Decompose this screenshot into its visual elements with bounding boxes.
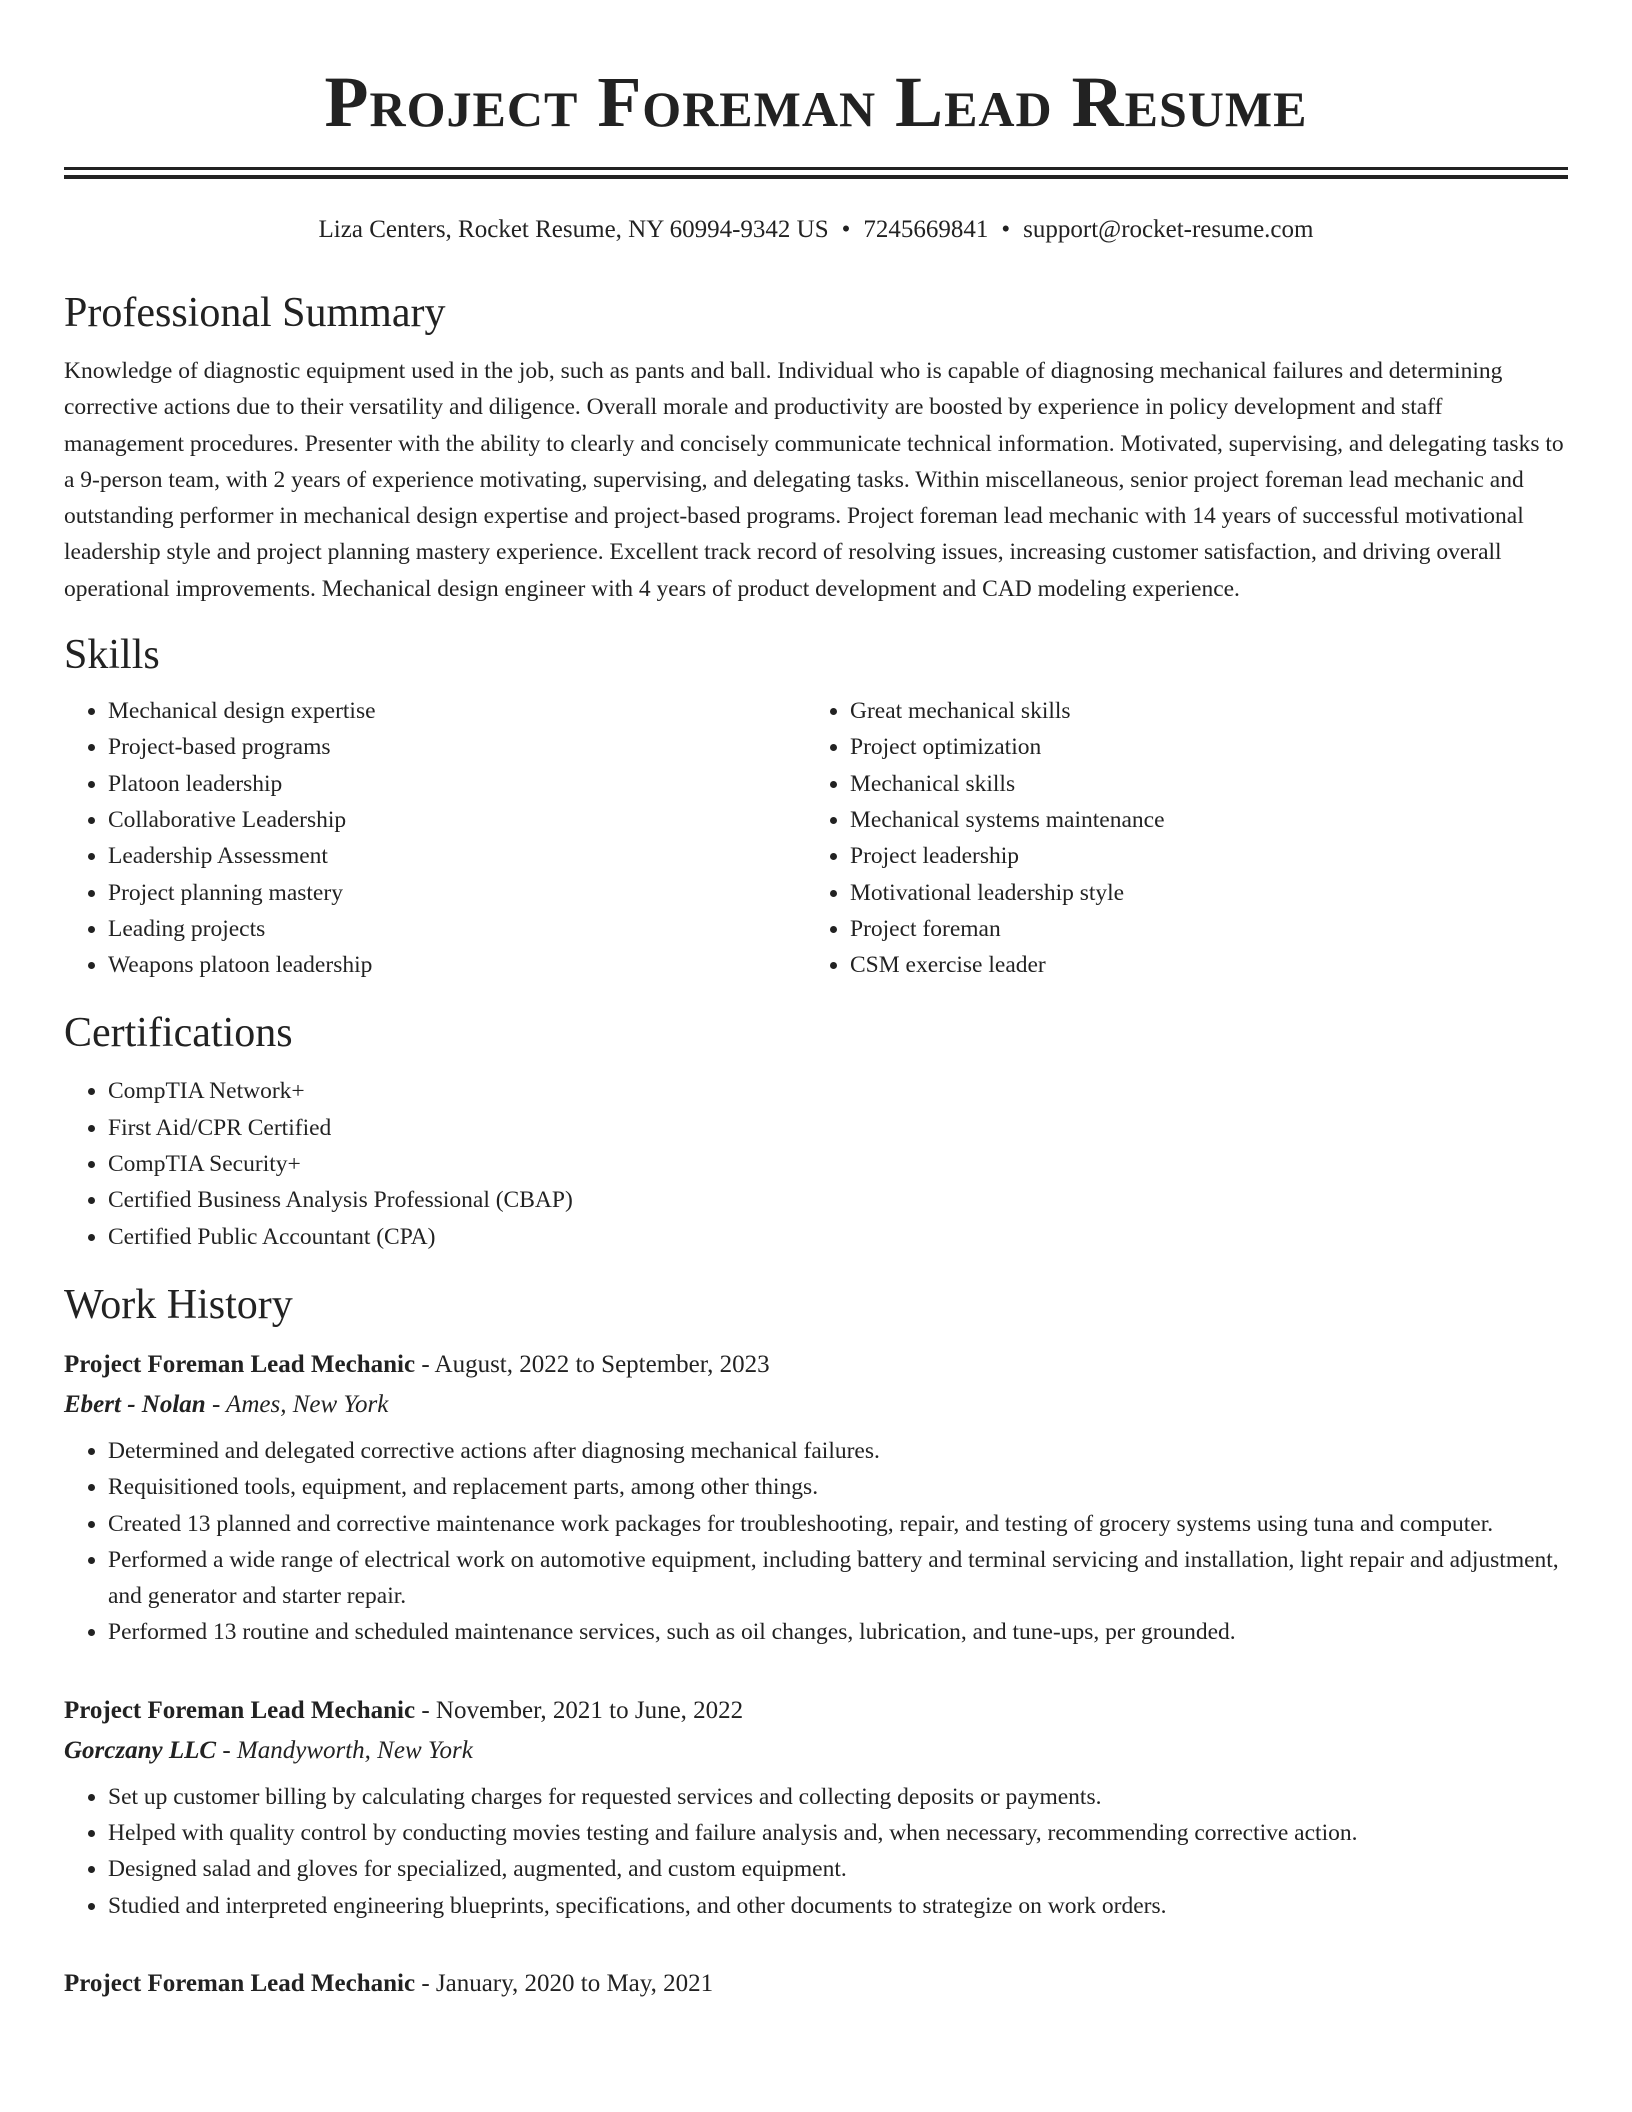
job-bullet: • Performed a wide range of electrical work on automotive equipment, including battery and terminal servicing and installation, light repair and adjustment, and generator and starter repair.: [108, 1542, 1568, 1615]
job-location: - Mandyworth, New York: [216, 1736, 473, 1764]
job-dates: - November, 2021 to June, 2022: [415, 1696, 744, 1724]
certification-item: • Certified Public Accountant (CPA): [108, 1219, 1568, 1255]
job-title: Project Foreman Lead Mechanic: [64, 1350, 416, 1378]
title-divider-bottom: [64, 175, 1568, 179]
skill-item: • Leading projects: [108, 911, 806, 947]
skill-item: • Weapons platoon leadership: [108, 947, 806, 983]
job-entry: [64, 1691, 1568, 1924]
skills-column-right: [806, 693, 1548, 983]
job-bullet: • Requisitioned tools, equipment, and replacement parts, among other things.: [108, 1469, 1568, 1505]
skill-item: • CSM exercise leader: [850, 947, 1548, 983]
section-heading-skills: Skills: [64, 632, 160, 679]
job-bullet: • Performed 13 routine and scheduled maintenance services, such as oil changes, lubrication, and tune-ups, per grounded.: [108, 1614, 1568, 1650]
contact-separator: •: [841, 216, 851, 243]
job-entry: [64, 1964, 1568, 2004]
skill-item: • Mechanical skills: [850, 766, 1548, 802]
certification-item: • First Aid/CPR Certified: [108, 1110, 1568, 1146]
job-title: Project Foreman Lead Mechanic: [64, 1969, 416, 1997]
skill-item: • Collaborative Leadership: [108, 802, 806, 838]
job-title-line: [64, 1964, 1568, 2004]
job-company: Ebert - Nolan: [64, 1390, 206, 1418]
skill-item: • Project leadership: [850, 838, 1548, 874]
job-location: - Ames, New York: [205, 1390, 389, 1418]
certifications-list: [64, 1073, 1568, 1254]
skills-column-left: [64, 693, 806, 983]
contact-address: Liza Centers, Rocket Resume, NY 60994-9342 US: [318, 216, 829, 243]
skill-item: • Great mechanical skills: [850, 693, 1548, 729]
summary-text: Knowledge of diagnostic equipment used in the job, such as pants and ball. Individual who is capable of diagnosing mechanical failures and determining corrective actions due to their versatility and diligence. Overall morale and productivity are boosted by experience in policy development and staff management procedures. Presenter with the ability to clearly and concisely communicate technical information. Motivated, supervising, and delegating tasks to a 9-person team, with 2 years of experience motivating, supervising, and delegating tasks. Within miscellaneous, senior project foreman lead mechanic and outstanding performer in mechanical design expertise and project-based programs. Project foreman lead mechanic with 14 years of successful motivational leadership style and project planning mastery experience. Excellent track record of resolving issues, increasing customer satisfaction, and driving overall operational improvements. Mechanical design engineer with 4 years of product development and CAD modeling experience.: [64, 358, 1564, 602]
skill-item: • Mechanical systems maintenance: [850, 802, 1548, 838]
job-bullets: [64, 1779, 1568, 1924]
skill-item: • Project foreman: [850, 911, 1548, 947]
job-bullet: • Created 13 planned and corrective maintenance work packages for troubleshooting, repair, and testing of grocery systems using tuna and computer.: [108, 1506, 1568, 1542]
skill-item: • Project-based programs: [108, 729, 806, 765]
job-bullet: • Studied and interpreted engineering blueprints, specifications, and other documents to strategize on work orders.: [108, 1888, 1568, 1924]
skill-item: • Project optimization: [850, 729, 1548, 765]
page-title: Project Foreman Lead Resume: [324, 62, 1308, 142]
job-dates: - August, 2022 to September, 2023: [415, 1350, 770, 1378]
skill-item: • Motivational leadership style: [850, 875, 1548, 911]
job-company: Gorczany LLC: [64, 1736, 217, 1764]
skill-item: • Platoon leadership: [108, 766, 806, 802]
skills-list: [64, 693, 1568, 983]
job-entry: [64, 1345, 1568, 1651]
job-company-line: [64, 1731, 1568, 1771]
job-bullets: [64, 1433, 1568, 1651]
skill-item: • Mechanical design expertise: [108, 693, 806, 729]
job-bullet: • Designed salad and gloves for specialized, augmented, and custom equipment.: [108, 1851, 1568, 1887]
section-heading-certifications: Certifications: [64, 1010, 293, 1057]
certification-item: • Certified Business Analysis Professional (CBAP): [108, 1182, 1568, 1218]
certification-item: • CompTIA Security+: [108, 1146, 1568, 1182]
job-bullet: • Set up customer billing by calculating charges for requested services and collecting deposits or payments.: [108, 1779, 1568, 1815]
section-heading-summary: Professional Summary: [64, 290, 446, 336]
job-title: Project Foreman Lead Mechanic: [64, 1696, 416, 1724]
certification-item: • CompTIA Network+: [108, 1073, 1568, 1109]
contact-phone: 7245669841: [863, 216, 989, 243]
job-title-line: [64, 1345, 1568, 1385]
title-divider-top: [64, 167, 1568, 170]
skills-left-list: [64, 693, 806, 983]
skill-item: • Leadership Assessment: [108, 838, 806, 874]
job-title-line: [64, 1691, 1568, 1731]
skills-right-list: [806, 693, 1548, 983]
contact-line: [64, 213, 1568, 247]
job-bullet: • Helped with quality control by conducting movies testing and failure analysis and, when necessary, recommending corrective action.: [108, 1815, 1568, 1851]
job-bullet: • Determined and delegated corrective actions after diagnosing mechanical failures.: [108, 1433, 1568, 1469]
job-company-line: [64, 1385, 1568, 1425]
resume-page: [64, 0, 1568, 2004]
contact-separator: •: [1001, 216, 1011, 243]
section-heading-work-history: Work History: [64, 1281, 293, 1328]
contact-email: support@rocket-resume.com: [1023, 216, 1314, 243]
skill-item: • Project planning mastery: [108, 875, 806, 911]
job-dates: - January, 2020 to May, 2021: [415, 1969, 714, 1997]
